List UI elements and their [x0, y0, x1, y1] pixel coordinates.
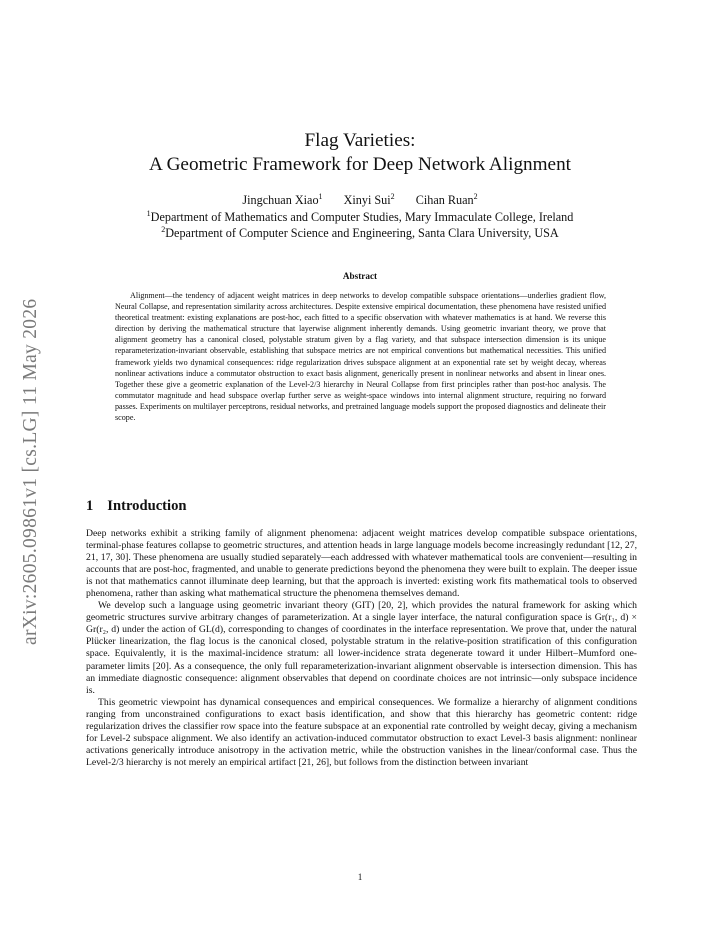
affiliation-1-mark: 1	[146, 208, 151, 218]
affiliation-1-text: Department of Mathematics and Computer Studies, Mary Immaculate College, Ireland	[150, 210, 574, 224]
affiliation-2-mark: 2	[161, 224, 166, 234]
author-3	[416, 193, 478, 207]
section-heading-introduction	[86, 498, 187, 515]
page-number: 1	[357, 872, 363, 882]
paper-title-line-1: Flag Varieties:	[304, 130, 416, 151]
author-1-name: Jingchuan Xiao	[242, 193, 319, 207]
author-list	[0, 193, 720, 208]
abstract-body: Alignment—the tendency of adjacent weight matrices in deep networks to develop compatible subspace orientations—underlies gradient flow, Neural Collapse, and representation similarity across architectures. Despite extensive empirical documentation, these phenomena have resisted unified theoretical treatment: existing explanations are post-hoc, each fitted to a specific observation with whatever mathematics is at hand. We reverse this direction by deriving the mathematical structure that layerwise alignment inherently demands. Using geometric invariant theory, we prove that alignment geometry has a canonical closed, polystable stratum given by a flag variety, and that subspace intersection dimension is its unique reparameterization-invariant observable, establishing that subspace metrics are not empirical conventions but mathematical necessities. This unified framework yields two dynamical consequences: ridge regularization drives subspace alignment at an exponential rate set by weight decay, whereas nonlinear activations induce a commutator obstruction to exact basis alignment, generically present in nonlinear networks and absent in linear ones. Together these give a geometric explanation of the Level-2/3 hierarchy in Neural Collapse from first principles rather than post-hoc analysis. The commutator magnitude and head subspace overlap further serve as weight-space windows into internal alignment structure, requiring no forward passes. Experiments on multilayer perceptrons, residual networks, and pretrained language models support the proposed diagnostics and delineate their scope.	[115, 291, 606, 423]
introduction-body	[86, 528, 637, 769]
author-2-affiliation-mark: 2	[390, 191, 395, 201]
arxiv-identifier[interactable]: arXiv:2605.09861v1 [cs.LG] 11 May 2026	[20, 298, 41, 645]
affiliation-2	[0, 225, 720, 241]
section-number: 1	[86, 498, 94, 514]
affiliation-1	[0, 209, 720, 225]
section-title: Introduction	[107, 498, 187, 514]
author-1-affiliation-mark: 1	[318, 191, 323, 201]
abstract-heading: Abstract	[342, 271, 378, 281]
paper-title-line-2: A Geometric Framework for Deep Network Alignment	[148, 154, 571, 175]
author-3-affiliation-mark: 2	[473, 191, 478, 201]
author-1	[242, 193, 322, 207]
author-3-name: Cihan Ruan	[415, 193, 474, 207]
paragraph-1: Deep networks exhibit a striking family of alignment phenomena: adjacent weight matrices develop compatible subspace orientations, terminal-phase features collapse to geometric structures, and attention heads in large language models become increasingly redundant [12, 27, 21, 17, 30]. These phenomena are usually studied separately—each addressed with whatever mathematical tools are convenient—resulting in accounts that are post-hoc, fragmented, and unable to generate predictions beyond the phenomena they were built to explain. The deeper issue is not that mathematics cannot illuminate deep learning, but that the approach is inverted: existing work fits mathematical tools to observed phenomena, rather than asking what mathematical structure the phenomena themselves demand.	[86, 528, 638, 600]
affiliation-2-text: Department of Computer Science and Engineering, Santa Clara University, USA	[165, 226, 559, 240]
paragraph-3: This geometric viewpoint has dynamical consequences and empirical consequences. We formalize a hierarchy of alignment conditions ranging from unconstrained configurations to exact basis identification, and show that this hierarchy has geometric content: ridge regularization drives the classifier row space into the feature subspace at an exponential rate controlled by weight decay, giving a mechanism for Level-2 subspace alignment. We also identify an activation-induced commutator obstruction to exact Level-3 basis alignment: nonlinear activations generically introduce anisotropy in the activation metric, while the obstruction vanishes in the linear/conformal case. Thus the Level-2/3 hierarchy is not merely an empirical artifact [21, 26], but follows from the distinction between invariant	[86, 696, 637, 768]
author-2	[344, 193, 395, 207]
paragraph-2: We develop such a language using geometric invariant theory (GIT) [20, 2], which provides the natural framework for asking which geometric structures survive arbitrary changes of parameterization. At a single layer interface, the natural configuration space is Gr(r₁, d) × Gr(r₂, d) under the action of GL(d), corresponding to changes of coordinates in the interface representation. We prove that, under the natural Plücker linearization, the flag locus is the canonical closed, polystable stratum in the relative-position stratification of this configuration space. Equivalently, it is the maximal-incidence stratum: all lower-incidence strata degenerate toward it under Hilbert–Mumford one-parameter limits [20]. As a consequence, the only full reparameterization-invariant alignment observable is intersection dimension. This has an immediate diagnostic consequence: alignment observables that depend on coordinate choices are not intrinsic—only subspace incidence is.	[86, 600, 637, 696]
author-2-name: Xinyi Sui	[343, 193, 391, 207]
